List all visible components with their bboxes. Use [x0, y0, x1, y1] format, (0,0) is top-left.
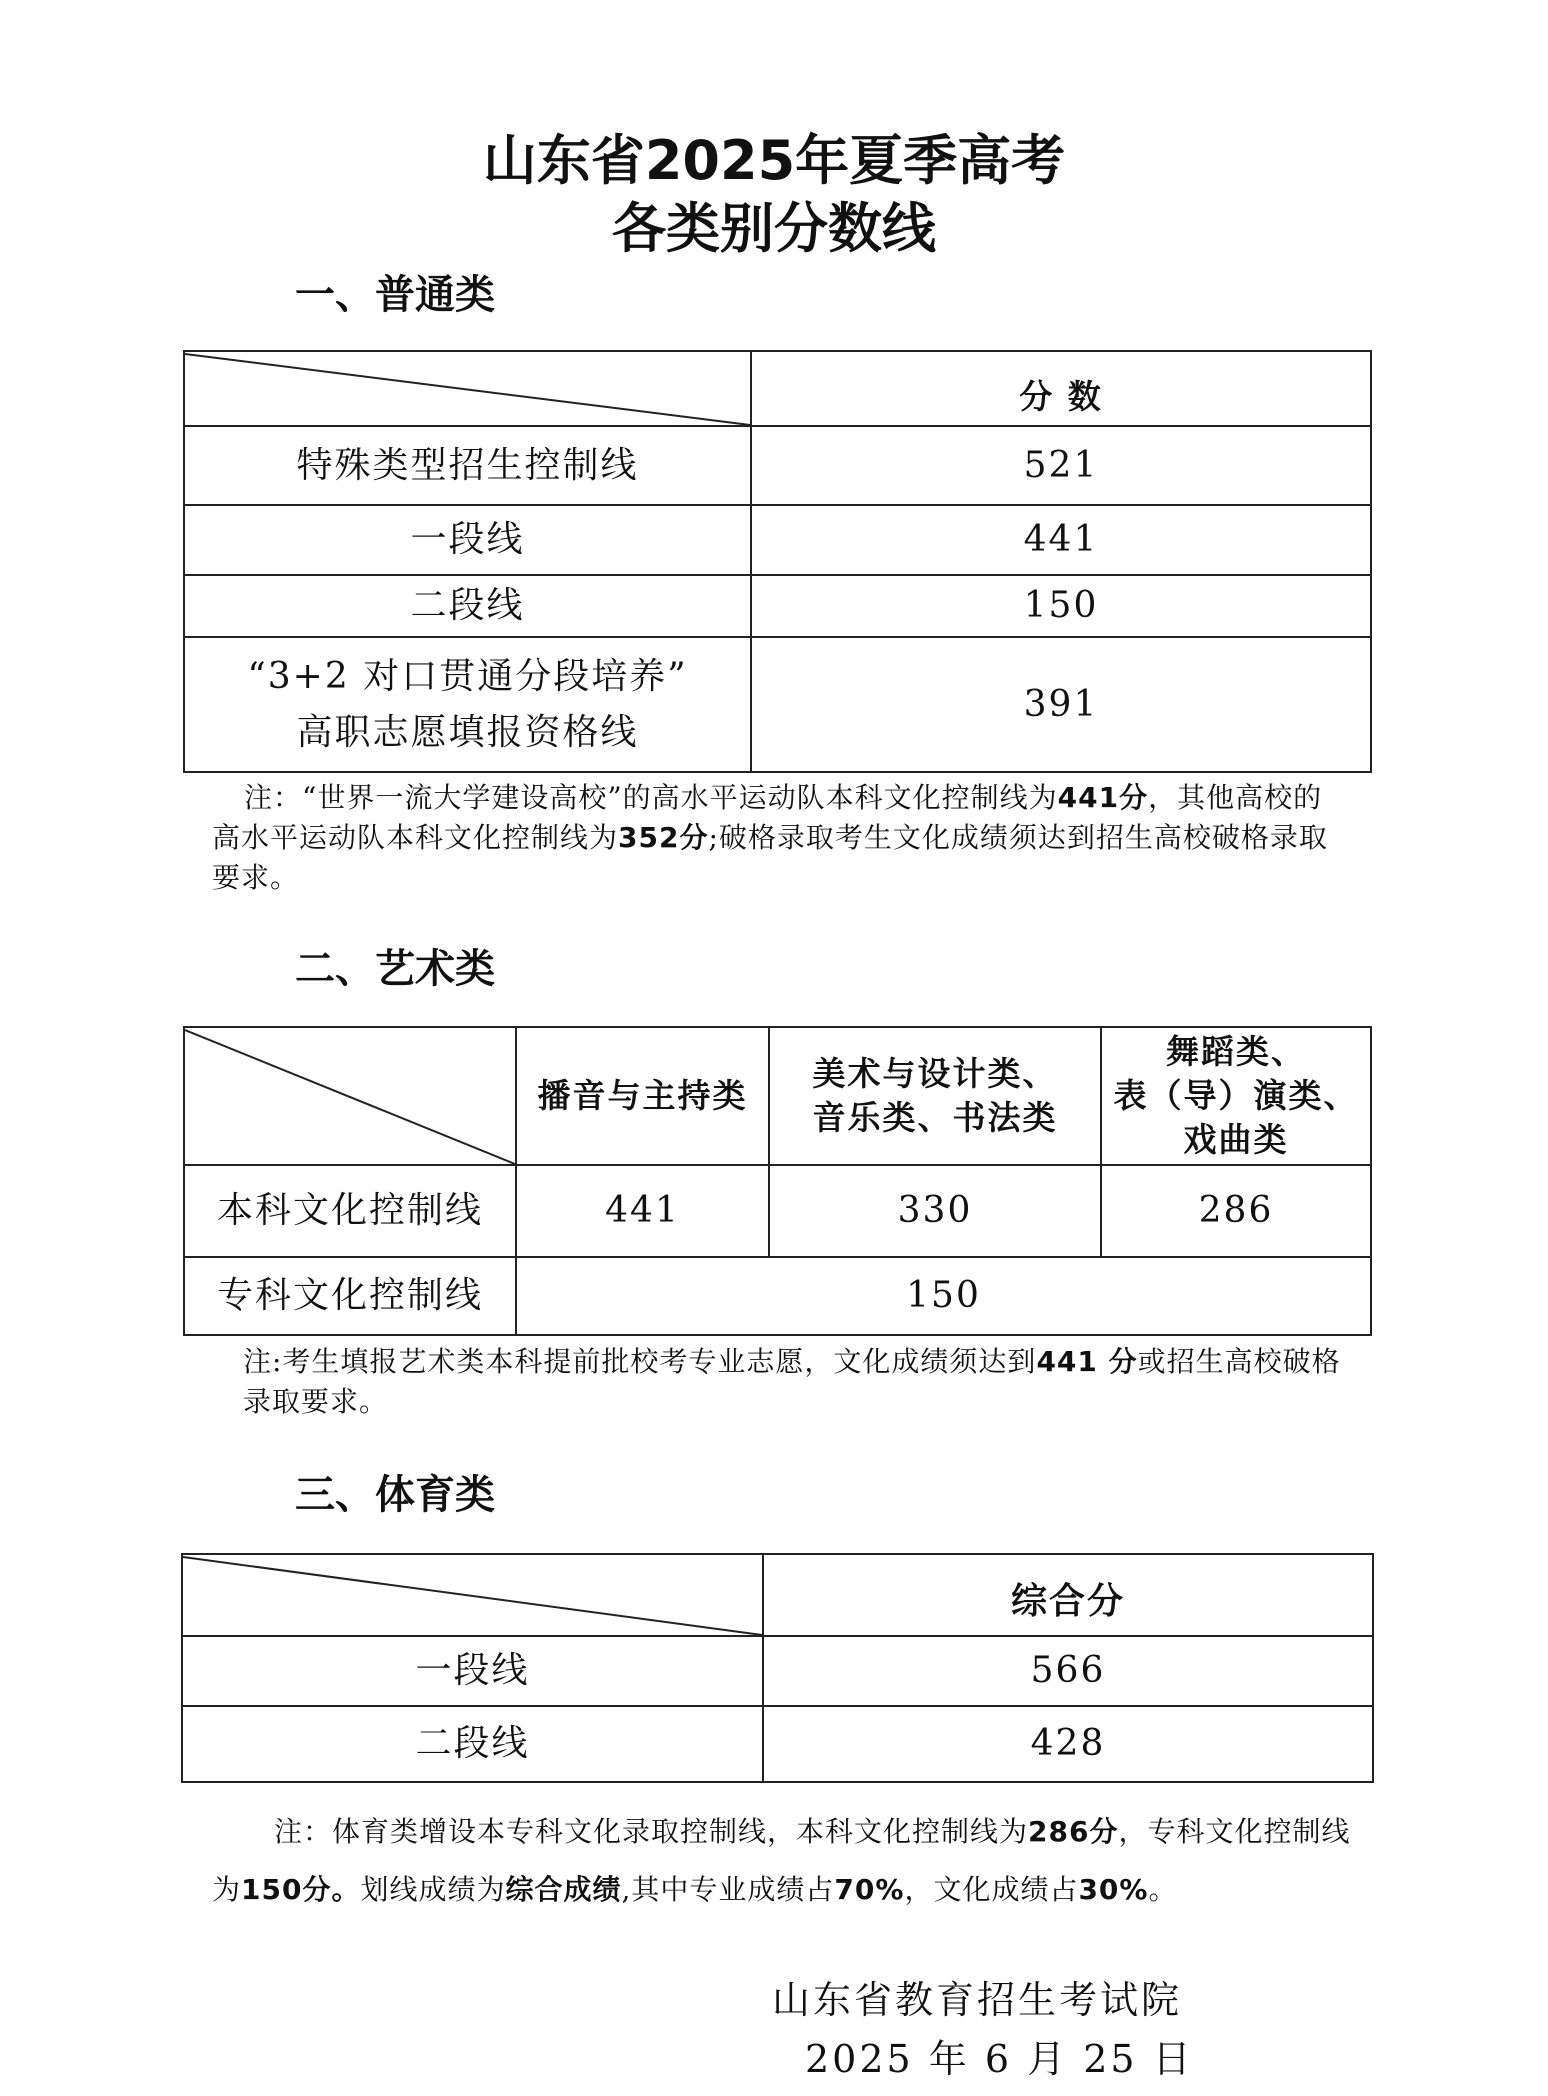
art-score-table [183, 1026, 1372, 1336]
row-label-vocational-line2: 高职志愿填报资格线 [296, 711, 639, 753]
row-value-vocational: 391 [750, 636, 1370, 771]
row-label-vocational-line1: “3+2 对口贯通分段培养” [247, 655, 688, 697]
row-label-second-tier: 二段线 [183, 1705, 762, 1781]
page-title-line1: 山东省2025年夏季高考 [482, 129, 1066, 192]
column-header-fine-arts [768, 1028, 1100, 1164]
table-diagonal-line [185, 1028, 517, 1166]
header-line: 音乐类、书法类 [812, 1098, 1058, 1137]
row-value-second-tier: 428 [762, 1705, 1372, 1781]
value-junior: 150 [515, 1256, 1370, 1334]
section-heading-sports: 三、体育类 [295, 1472, 495, 1518]
row-value-second-tier: 150 [750, 574, 1370, 636]
art-note: 注:考生填报艺术类本科提前批校考专业志愿，文化成绩须达到441 分或招生高校破格录取要求。 [243, 1345, 1341, 1418]
table-diagonal-line [183, 1555, 764, 1637]
row-label-first-tier: 一段线 [185, 504, 750, 574]
value-fine-arts: 330 [768, 1164, 1100, 1256]
row-label-junior: 专科文化控制线 [185, 1256, 515, 1334]
sports-score-table [181, 1553, 1374, 1783]
column-header-broadcasting: 播音与主持类 [515, 1028, 768, 1164]
issuing-organization: 山东省教育招生考试院 [772, 1978, 1183, 2022]
header-line: 表（导）演类、 [1113, 1076, 1359, 1115]
row-label-vocational [185, 636, 750, 771]
section-heading-general: 一、普通类 [295, 272, 495, 318]
header-line: 戏曲类 [1183, 1120, 1289, 1159]
row-label-undergrad: 本科文化控制线 [185, 1164, 515, 1256]
column-header-composite: 综合分 [762, 1555, 1372, 1635]
sports-note: 注：体育类增设本专科文化录取控制线，本科文化控制线为286分，专科文化控制线为150分。划线成绩为综合成绩,其中专业成绩占70%，文化成绩占30%。 [212, 1815, 1351, 1906]
header-line: 美术与设计类、 [812, 1054, 1058, 1093]
issue-date: 2025 年 6 月 25 日 [805, 2037, 1194, 2081]
column-header-score: 分 数 [750, 352, 1370, 425]
row-label-special: 特殊类型招生控制线 [185, 425, 750, 504]
table-diagonal-line [185, 352, 752, 427]
header-line: 舞蹈类、 [1166, 1032, 1306, 1071]
value-broadcasting: 441 [515, 1164, 768, 1256]
column-header-dance [1100, 1028, 1370, 1164]
row-label-first-tier: 一段线 [183, 1635, 762, 1705]
page-title-line2: 各类别分数线 [612, 197, 936, 260]
general-score-table [183, 350, 1372, 773]
value-dance: 286 [1100, 1164, 1370, 1256]
section-heading-art: 二、艺术类 [295, 946, 495, 992]
general-note: 注：“世界一流大学建设高校”的高水平运动队本科文化控制线为441分，其他高校的高水平运动队本科文化控制线为352分;破格录取考生文化成绩须达到招生高校破格录取要求。 [212, 781, 1328, 894]
row-value-first-tier: 566 [762, 1635, 1372, 1705]
row-value-special: 521 [750, 425, 1370, 504]
row-value-first-tier: 441 [750, 504, 1370, 574]
row-label-second-tier: 二段线 [185, 574, 750, 636]
